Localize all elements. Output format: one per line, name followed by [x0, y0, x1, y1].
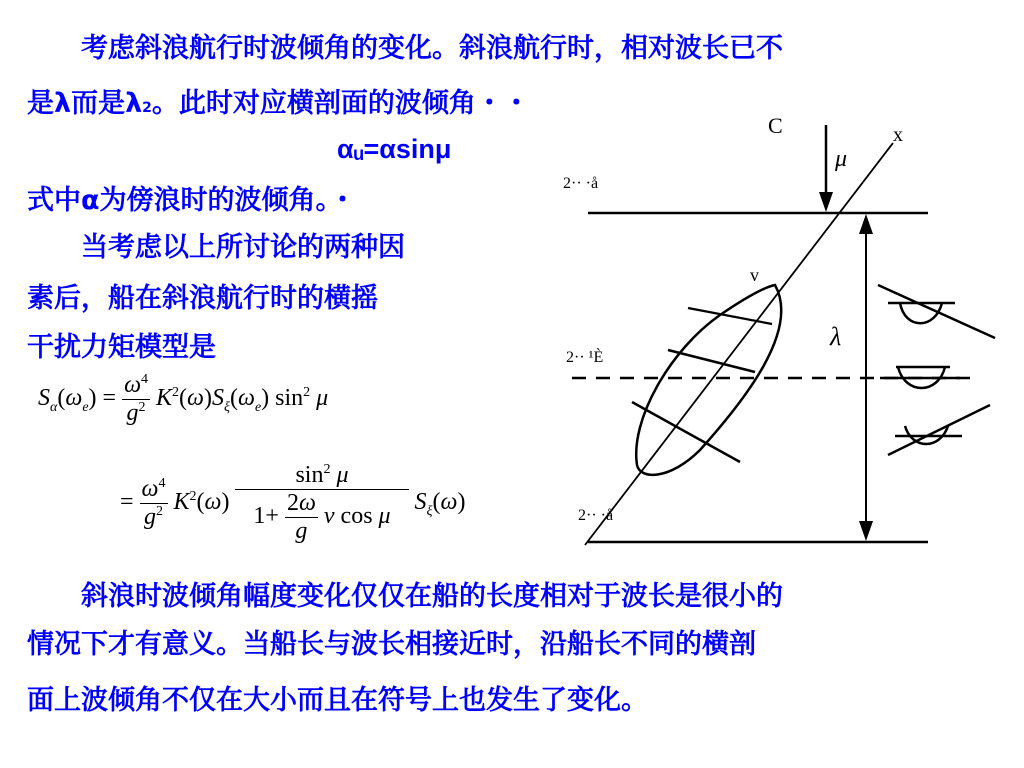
wave-slope-formula: αᵤ=αsinμ	[337, 134, 452, 164]
paragraph3-line3: 干扰力矩模型是	[27, 332, 216, 363]
paragraph4-line3: 面上波倾角不仅在大小而且在符号上也发生了变化。	[27, 685, 648, 716]
wavelength-arrow-top	[859, 214, 873, 234]
paragraph4-line2: 情况下才有意义。当船长与波长相接近时，沿船长不同的横剖	[27, 629, 756, 660]
label-c: C	[768, 113, 783, 138]
label-mid-marker: 2·· ¹È	[566, 349, 604, 366]
label-lambda: λ	[830, 322, 842, 351]
paragraph2: 式中α为傍浪时的波倾角。・	[27, 185, 357, 216]
label-top-marker: 2·· ·å	[563, 175, 599, 192]
paragraph3-line2: 素后，船在斜浪航行时的横摇	[27, 283, 378, 314]
paragraph1-line1: 考虑斜浪航行时波倾角的变化。斜浪航行时，相对波长已不	[81, 33, 783, 64]
section-line-1	[668, 350, 755, 372]
ship-x-axis	[585, 143, 893, 545]
roll-moment-equation-1: $S_\alpha(\omega_e)$ = $\frac{\omega^4}{g^2}$ $K^2(\omega)S_\xi(\omega_e)$ $\sin^2 \mu$	[38, 372, 329, 426]
heading-arrow-head	[819, 192, 833, 212]
label-x: x	[893, 124, 903, 146]
section-figure-mid	[880, 367, 960, 388]
label-mu: μ	[835, 146, 848, 172]
label-bottom-marker: 2·· ·å	[578, 507, 614, 524]
wavelength-arrow-bottom	[859, 521, 873, 541]
roll-moment-equation-2: = $\frac{\omega^4}{g^2}$ $K^2(\omega)$ $\sin^2 \mu$ 1+ $\frac{2\omega}{g}$ v cos μ $S_\xi(\omega)$	[120, 462, 466, 544]
section-figure-bottom	[888, 405, 990, 455]
paragraph4-line1: 斜浪时波倾角幅度变化仅仅在船的长度相对于波长是很小的	[81, 581, 783, 612]
ship-hull	[636, 285, 781, 475]
section-figure-top	[878, 285, 995, 338]
paragraph1-line2: 是λ而是λ2。此时对应横剖面的波倾角・・	[27, 88, 530, 119]
section-line-2	[632, 402, 740, 462]
paragraph3-line1: 当考虑以上所讨论的两种因	[81, 232, 405, 263]
label-v: v	[750, 265, 759, 285]
